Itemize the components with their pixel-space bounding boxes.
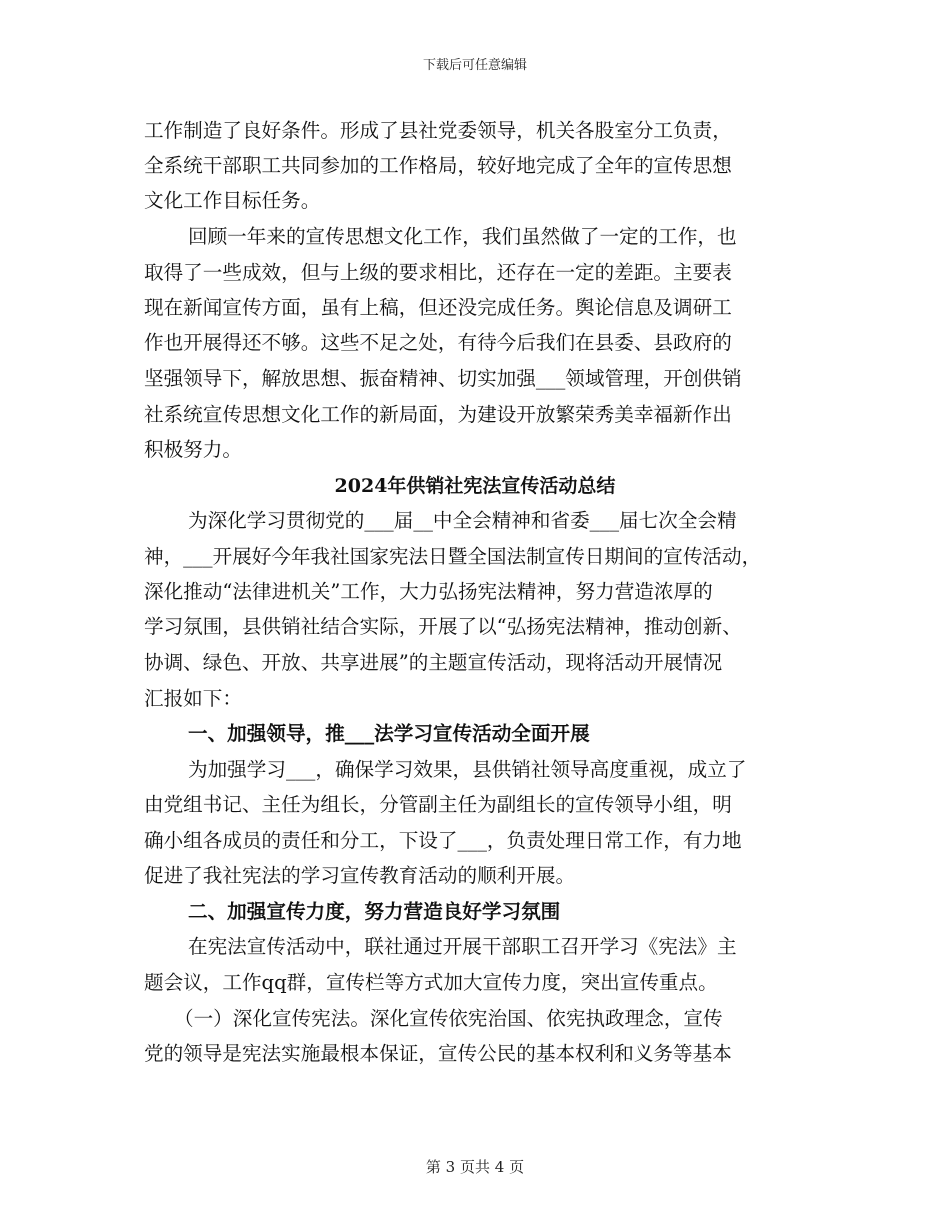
text-line: 文化工作目标任务。 (144, 189, 321, 212)
section-heading: 一、加强领导，推___法学习宣传活动全面开展 (188, 722, 590, 745)
text-line: 神，___开展好今年我社国家宪法日暨全国法制宣传日期间的宣传活动， (144, 545, 762, 568)
text-line: 为加强学习___，确保学习效果，县供销社领导高度重视，成立了 (188, 758, 747, 781)
text-line: 为深化学习贯彻党的___届__中全会精神和省委___届七次全会精 (188, 509, 737, 532)
text-line: 在宪法宣传活动中，联社通过开展干部职工召开学习《宪法》主 (188, 935, 737, 958)
page-footer: 第 3 页共 4 页 (425, 1158, 525, 1176)
page-header: 下载后可任意编辑 (422, 58, 527, 73)
text-line: 社系统宣传思想文化工作的新局面，为建设开放繁荣秀美幸福新作出 (144, 403, 732, 426)
text-line: 协调、绿色、开放、共享进展”的主题宣传活动，现将活动开展情况 (144, 651, 723, 674)
section-title: 2024年供销社宪法宣传活动总结 (334, 475, 616, 497)
text-line: 全系统干部职工共同参加的工作格局，较好地完成了全年的宣传思想 (144, 154, 732, 177)
text-line: 现在新闻宣传方面，虽有上稿，但还没完成任务。舆论信息及调研工 (144, 296, 732, 319)
text-line: 由党组书记、主任为组长，分管副主任为副组长的宣传领导小组，明 (144, 793, 732, 816)
text-line: 取得了一些成效，但与上级的要求相比，还存在一定的差距。主要表 (144, 261, 732, 284)
text-line: 积极努力。 (144, 438, 242, 461)
text-line: 深化推动“法律进机关”工作，大力弘扬宪法精神，努力营造浓厚的 (144, 580, 713, 603)
text-line: 党的领导是宪法实施最根本保证，宣传公民的基本权利和义务等基本 (144, 1042, 732, 1065)
text-line: 确小组各成员的责任和分工，下设了___，负责处理日常工作，有力地 (144, 829, 742, 852)
text-line: 题会议，工作qq群，宣传栏等方式加大宣传力度，突出宣传重点。 (144, 971, 718, 994)
text-line: 工作制造了良好条件。形成了县社党委领导，机关各股室分工负责， (144, 119, 732, 142)
text-line: 作也开展得还不够。这些不足之处，有待今后我们在县委、县政府的 (144, 331, 732, 354)
text-line: 促进了我社宪法的学习宣传教育活动的顺利开展。 (144, 864, 576, 887)
section-heading: 二、加强宣传力度，努力营造良好学习氛围 (188, 900, 561, 923)
text-line: 坚强领导下，解放思想、振奋精神、切实加强___领域管理，开创供销 (144, 367, 742, 390)
text-line: 汇报如下： (144, 687, 242, 710)
text-line: 回顾一年来的宣传思想文化工作，我们虽然做了一定的工作，也 (188, 225, 737, 248)
text-line: 学习氛围，县供销社结合实际，开展了以“弘扬宪法精神，推动创新、 (144, 615, 742, 638)
text-line: （一）深化宣传宪法。深化宣传依宪治国、依宪执政理念，宣传 (174, 1007, 723, 1030)
